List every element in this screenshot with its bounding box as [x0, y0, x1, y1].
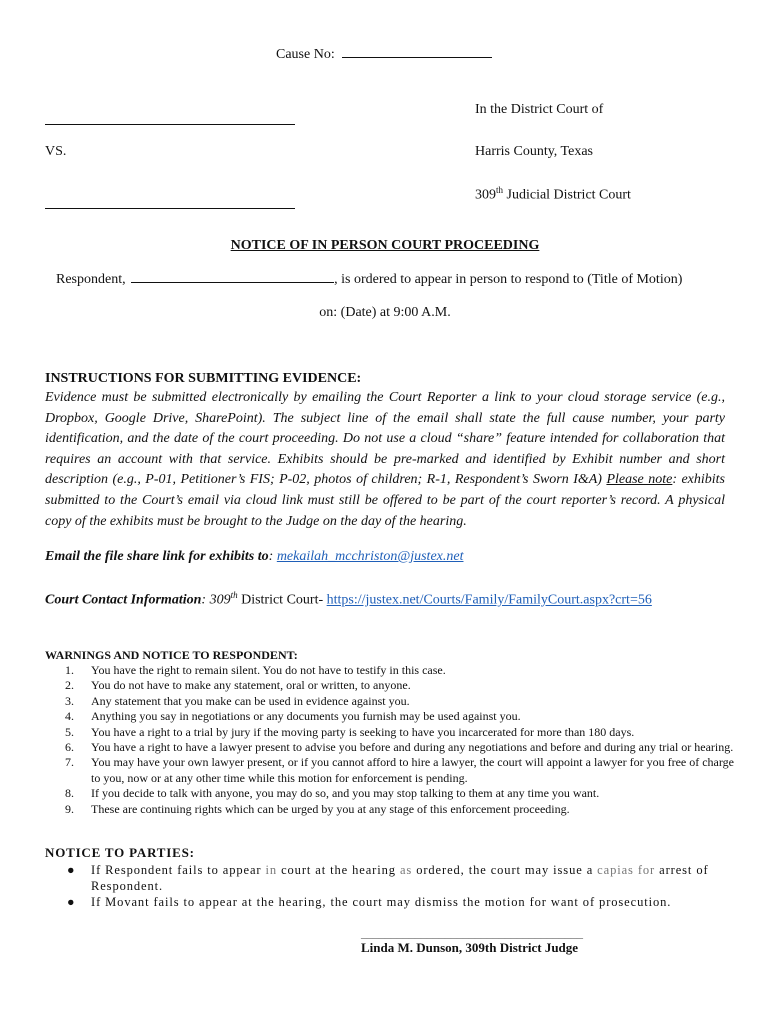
hearing-date: on: (Date) at 9:00 A.M. [319, 305, 451, 320]
bullet-icon: ● [67, 863, 76, 877]
list-item: 2. You do not have to make any statement, oral or written, to anyone. [65, 678, 411, 693]
bullet-icon: ● [67, 895, 76, 909]
list-item: 5. You have a right to a trial by jury if the moving party is seeking to have you incarcerated for more than 180 days. [65, 724, 635, 739]
instructions-body: Evidence must be submitted electronically by emailing the Court Reporter a link to your cloud storage service (e.g., Dropbox, Google Drive, SharePoint). The subject line of the email shall state the full cause number, your party identification, and the date of the court proceeding. Do not use a cloud “share” feature intended for collaboration that requires an account with that service. Exhibits should be pre-marked and identified by Exhibit number and short description (e.g., P-01, Petitioner’s FIS; P-02, photos of children; R-1, Respondent’s Sworn I&A) Please note: exhibits submitted to the Court’s email via cloud link must still be offered to be part of the court reporter’s record. A physical copy of the exhibits must be brought to the Judge on the day of the hearing. [45, 390, 725, 529]
notice-title: NOTICE OF IN PERSON COURT PROCEEDING [230, 238, 540, 253]
respondent-order: Respondent, , is ordered to appear in person to respond to (Title of Motion) [56, 272, 683, 287]
list-item: 9. These are continuing rights which can be urged by you at any stage of this enforcement proceeding. [65, 801, 570, 816]
parties-list [45, 862, 735, 910]
court-website-link[interactable]: https://justex.net/Courts/Family/FamilyCourt.aspx?crt=56 [326, 592, 652, 608]
warnings-heading: WARNINGS AND NOTICE TO RESPONDENT: [45, 648, 298, 662]
list-item: 1. You have the right to remain silent. You do not have to testify in this case. [65, 663, 446, 677]
instructions-heading: INSTRUCTIONS FOR SUBMITTING EVIDENCE: [45, 371, 362, 386]
email-link[interactable]: mekailah_mcchriston@justex.net [276, 549, 464, 564]
list-item: ● If Movant fails to appear at the hearing, the court may dismiss the motion for want of prosecution. [67, 895, 672, 909]
list-item: ● If Respondent fails to appear in court at the hearing as ordered, the court may issue a capias for arrest of Respondent. [67, 863, 709, 893]
petitioner-blank [45, 112, 295, 130]
list-item: 6. You have a right to have a lawyer present to advise you before and during any negotiations and before and during any trial or hearing. [65, 740, 734, 755]
court-line-2: Harris County, Texas [475, 144, 594, 159]
cause-label: Cause No: [276, 47, 335, 62]
cause-number-blank [342, 56, 492, 58]
please-note: Please note [606, 472, 673, 488]
court-line-3: 309th Judicial District Court [475, 185, 631, 203]
cause-number [276, 47, 492, 63]
respondent-name-blank [131, 281, 334, 283]
list-item: 4. Anything you say in negotiations or any documents you furnish may be used against you. [65, 709, 521, 724]
list-item: 7. You may have your own lawyer present, or if you cannot afford to hire a lawyer, the court will appoint a lawyer for you free of charge to you, now or at any other time while this motion for enforcement is pending. [65, 755, 734, 785]
court-line-1: In the District Court of [475, 102, 604, 117]
list-item: 3. Any statement that you make can be used in evidence against you. [65, 693, 410, 708]
judge-name: Linda M. Dunson, 309th District Judge [361, 940, 579, 955]
signature-line: _____________________________________ [361, 926, 583, 940]
respondent-blank [45, 196, 295, 214]
warnings-list [45, 663, 735, 817]
parties-heading: NOTICE TO PARTIES: [45, 845, 195, 860]
email-line: Email the file share link for exhibits to: mekailah_mcchriston@justex.net [45, 549, 464, 564]
list-item: 8. If you decide to talk with anyone, you may do so, and you may stop talking to them at any time you want. [65, 786, 600, 801]
contact-line: Court Contact Information: 309th District Court- https://justex.net/Courts/Family/FamilyCourt.aspx?crt=56 [45, 590, 652, 608]
versus-label: VS. [45, 144, 67, 159]
